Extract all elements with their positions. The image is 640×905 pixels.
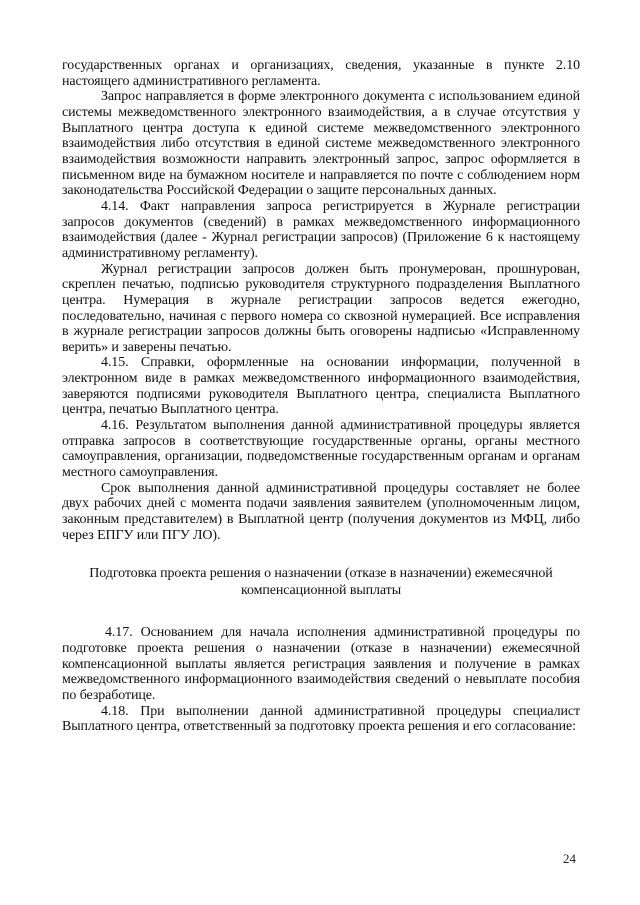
document-page [62, 58, 580, 735]
page-number: 24 [563, 851, 576, 866]
paragraph-4-18: 4.18. При выполнении данной административной процедуры специалист Выплатного центра, ответственный за подготовку проекта решения и его согласование: [62, 703, 580, 735]
section-heading [62, 566, 580, 599]
section-spacer [62, 599, 580, 625]
section-heading-line-1: Подготовка проекта решения о назначении (отказе в назначении) ежемесячной [89, 566, 553, 582]
section-heading-line-2: компенсационной выплаты [240, 582, 401, 598]
paragraph-request-form: Запрос направляется в форме электронного документа с использованием единой системы межведомственного электронного взаимодействия, а в случае отсутствия у Выплатного центра доступа к единой системе межведомственного электронного взаимодействия либо отсутствия в единой системе межведомственного электронного взаимодействия возможности направить электронный запрос, запрос оформляется в письменном виде на бумажном носителе и направляется по почте с соблюдением норм законодательства Российской Федерации о защите персональных данных. [62, 89, 580, 199]
paragraph-4-15: 4.15. Справки, оформленные на основании информации, полученной в электронном виде в рамках межведомственного информационного взаимодействия, заверяются подписями руководителя Выплатного центра, специалиста Выплатного центра, печатью Выплатного центра. [62, 355, 580, 418]
paragraph-4-16: 4.16. Результатом выполнения данной административной процедуры является отправка запросов в соответствующие государственные органы, органы местного самоуправления, организации, подведомственные государственным органам и органам местного самоуправления. [62, 418, 580, 481]
paragraph-journal: Журнал регистрации запросов должен быть пронумерован, прошнурован, скреплен печатью, подписью руководителя структурного подразделения Выплатного центра. Нумерация в журнале регистрации запросов ведется ежегодно, последовательно, начиная с первого номера со сквозной нумерацией. Все исправления в журнале регистрации запросов должны быть оговорены надписью «Исправленному верить» и заверены печатью. [62, 261, 580, 355]
paragraph-deadline: Срок выполнения данной административной процедуры составляет не более двух рабочих дней с момента подачи заявления заявителем (уполномоченным лицом, законным представителем) в Выплатной центр (получения документов из МФЦ, либо через ЕПГУ или ПГУ ЛО). [62, 480, 580, 543]
paragraph-4-14: 4.14. Факт направления запроса регистрируется в Журнале регистрации запросов документов (сведений) в рамках межведомственного информационного взаимодействия (далее - Журнал регистрации запросов) (Приложение 6 к настоящему административному регламенту). [62, 198, 580, 261]
paragraph-4-17: 4.17. Основанием для начала исполнения административной процедуры по подготовке проекта решения о назначении (отказе в назначении) ежемесячной компенсационной выплаты является регистрация заявления и получение в рамках межведомственного информационного взаимодействия сведений о невыплате пособия по безработице. [62, 625, 580, 703]
paragraph-continuation: государственных органах и организациях, сведения, указанные в пункте 2.10 настоящего административного регламента. [62, 58, 580, 89]
